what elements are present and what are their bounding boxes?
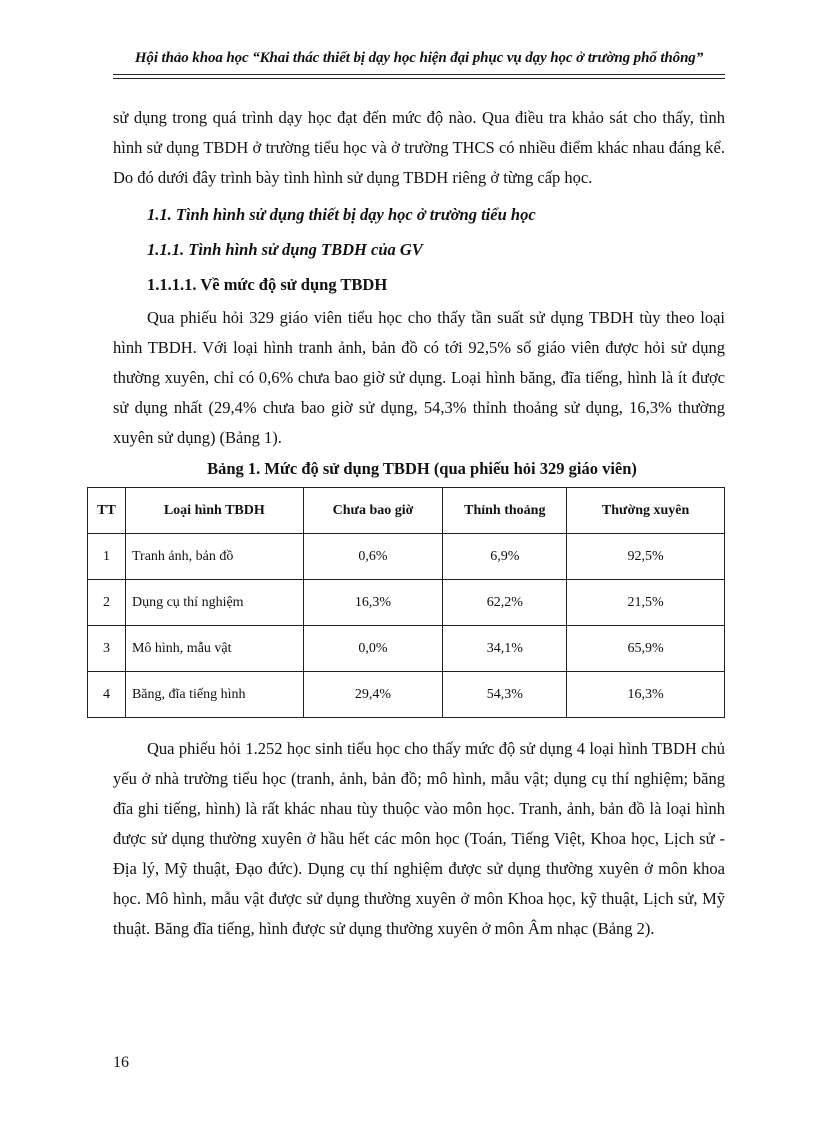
cell-never: 16,3%: [303, 580, 443, 626]
cell-type: Mô hình, mẫu vật: [125, 626, 303, 672]
cell-type: Băng, đĩa tiếng hình: [125, 672, 303, 718]
header-type: Loại hình TBDH: [125, 488, 303, 534]
table-row: [88, 626, 725, 672]
page-number: 16: [113, 1054, 129, 1071]
cell-sometimes: 6,9%: [443, 534, 567, 580]
cell-tt: 1: [88, 534, 126, 580]
section-heading-1-1: 1.1. Tình hình sử dụng thiết bị dạy học ở trường tiểu học: [147, 205, 536, 224]
table-header-row: [88, 488, 725, 534]
intro-paragraph: sử dụng trong quá trình dạy học đạt đến mức độ nào. Qua điều tra khảo sát cho thấy, tình hình sử dụng TBDH ở trường tiểu học và ở trường THCS có nhiều điểm khác nhau đáng kể. Do đó dưới đây trình bày tình hình sử dụng TBDH riêng ở từng cấp học.: [113, 108, 725, 187]
cell-never: 0,0%: [303, 626, 443, 672]
table-row: [88, 672, 725, 718]
cell-regularly: 21,5%: [567, 580, 725, 626]
header-sometimes: Thỉnh thoảng: [443, 488, 567, 534]
cell-type: Tranh ảnh, bản đồ: [125, 534, 303, 580]
table-row: [88, 534, 725, 580]
cell-sometimes: 62,2%: [443, 580, 567, 626]
cell-tt: 3: [88, 626, 126, 672]
cell-never: 29,4%: [303, 672, 443, 718]
cell-type: Dụng cụ thí nghiệm: [125, 580, 303, 626]
cell-regularly: 65,9%: [567, 626, 725, 672]
cell-tt: 2: [88, 580, 126, 626]
header-regularly: Thường xuyên: [567, 488, 725, 534]
paragraph-student-survey: Qua phiếu hỏi 1.252 học sinh tiểu học cho thấy mức độ sử dụng 4 loại hình TBDH chủ yếu ở nhà trường tiểu học (tranh, ảnh, bản đồ; mô hình, mẫu vật; dụng cụ thí nghiệm; băng đĩa ghi tiếng, hình) là rất khác nhau tùy thuộc vào môn học. Tranh, ảnh, bản đồ là loại hình được sử dụng thường xuyên ở hầu hết các môn học (Toán, Tiếng Việt, Khoa học, Lịch sử - Địa lý, Mỹ thuật, Đạo đức). Dụng cụ thí nghiệm được sử dụng thường xuyên ở môn khoa học. Mô hình, mẫu vật được sử dụng thường xuyên ở môn Khoa học, kỹ thuật, Lịch sử, Mỹ thuật. Băng đĩa tiếng, hình được sử dụng thường xuyên ở môn Âm nhạc (Bảng 2).: [113, 739, 725, 938]
paragraph-teacher-survey: Qua phiếu hỏi 329 giáo viên tiểu học cho thấy tần suất sử dụng TBDH tùy theo loại hình TBDH. Với loại hình tranh ảnh, bản đồ có tới 92,5% số giáo viên được hỏi sử dụng thường xuyên, chỉ có 0,6% chưa bao giờ sử dụng. Loại hình băng, đĩa tiếng, hình là ít được sử dụng nhất (29,4% chưa bao giờ sử dụng, 54,3% thỉnh thoảng sử dụng, 16,3% thường xuyên sử dụng) (Bảng 1).: [113, 308, 725, 447]
cell-never: 0,6%: [303, 534, 443, 580]
table-row: [88, 580, 725, 626]
section-heading-1-1-1: 1.1.1. Tình hình sử dụng TBDH của GV: [147, 240, 423, 259]
cell-tt: 4: [88, 672, 126, 718]
cell-sometimes: 34,1%: [443, 626, 567, 672]
header-rule-thin: [113, 78, 725, 79]
cell-regularly: 16,3%: [567, 672, 725, 718]
header-never: Chưa bao giờ: [303, 488, 443, 534]
header-rule: [113, 74, 725, 75]
header-tt: TT: [88, 488, 126, 534]
usage-table: [87, 487, 725, 718]
running-header: Hội thảo khoa học “Khai thác thiết bị dạy học hiện đại phục vụ dạy học ở trường phổ thông”: [134, 50, 704, 66]
table-title: Bảng 1. Mức độ sử dụng TBDH (qua phiếu hỏi 329 giáo viên): [207, 459, 637, 478]
section-heading-1-1-1-1: 1.1.1.1. Về mức độ sử dụng TBDH: [147, 275, 388, 294]
cell-regularly: 92,5%: [567, 534, 725, 580]
page-content: [97, 103, 725, 944]
cell-sometimes: 54,3%: [443, 672, 567, 718]
